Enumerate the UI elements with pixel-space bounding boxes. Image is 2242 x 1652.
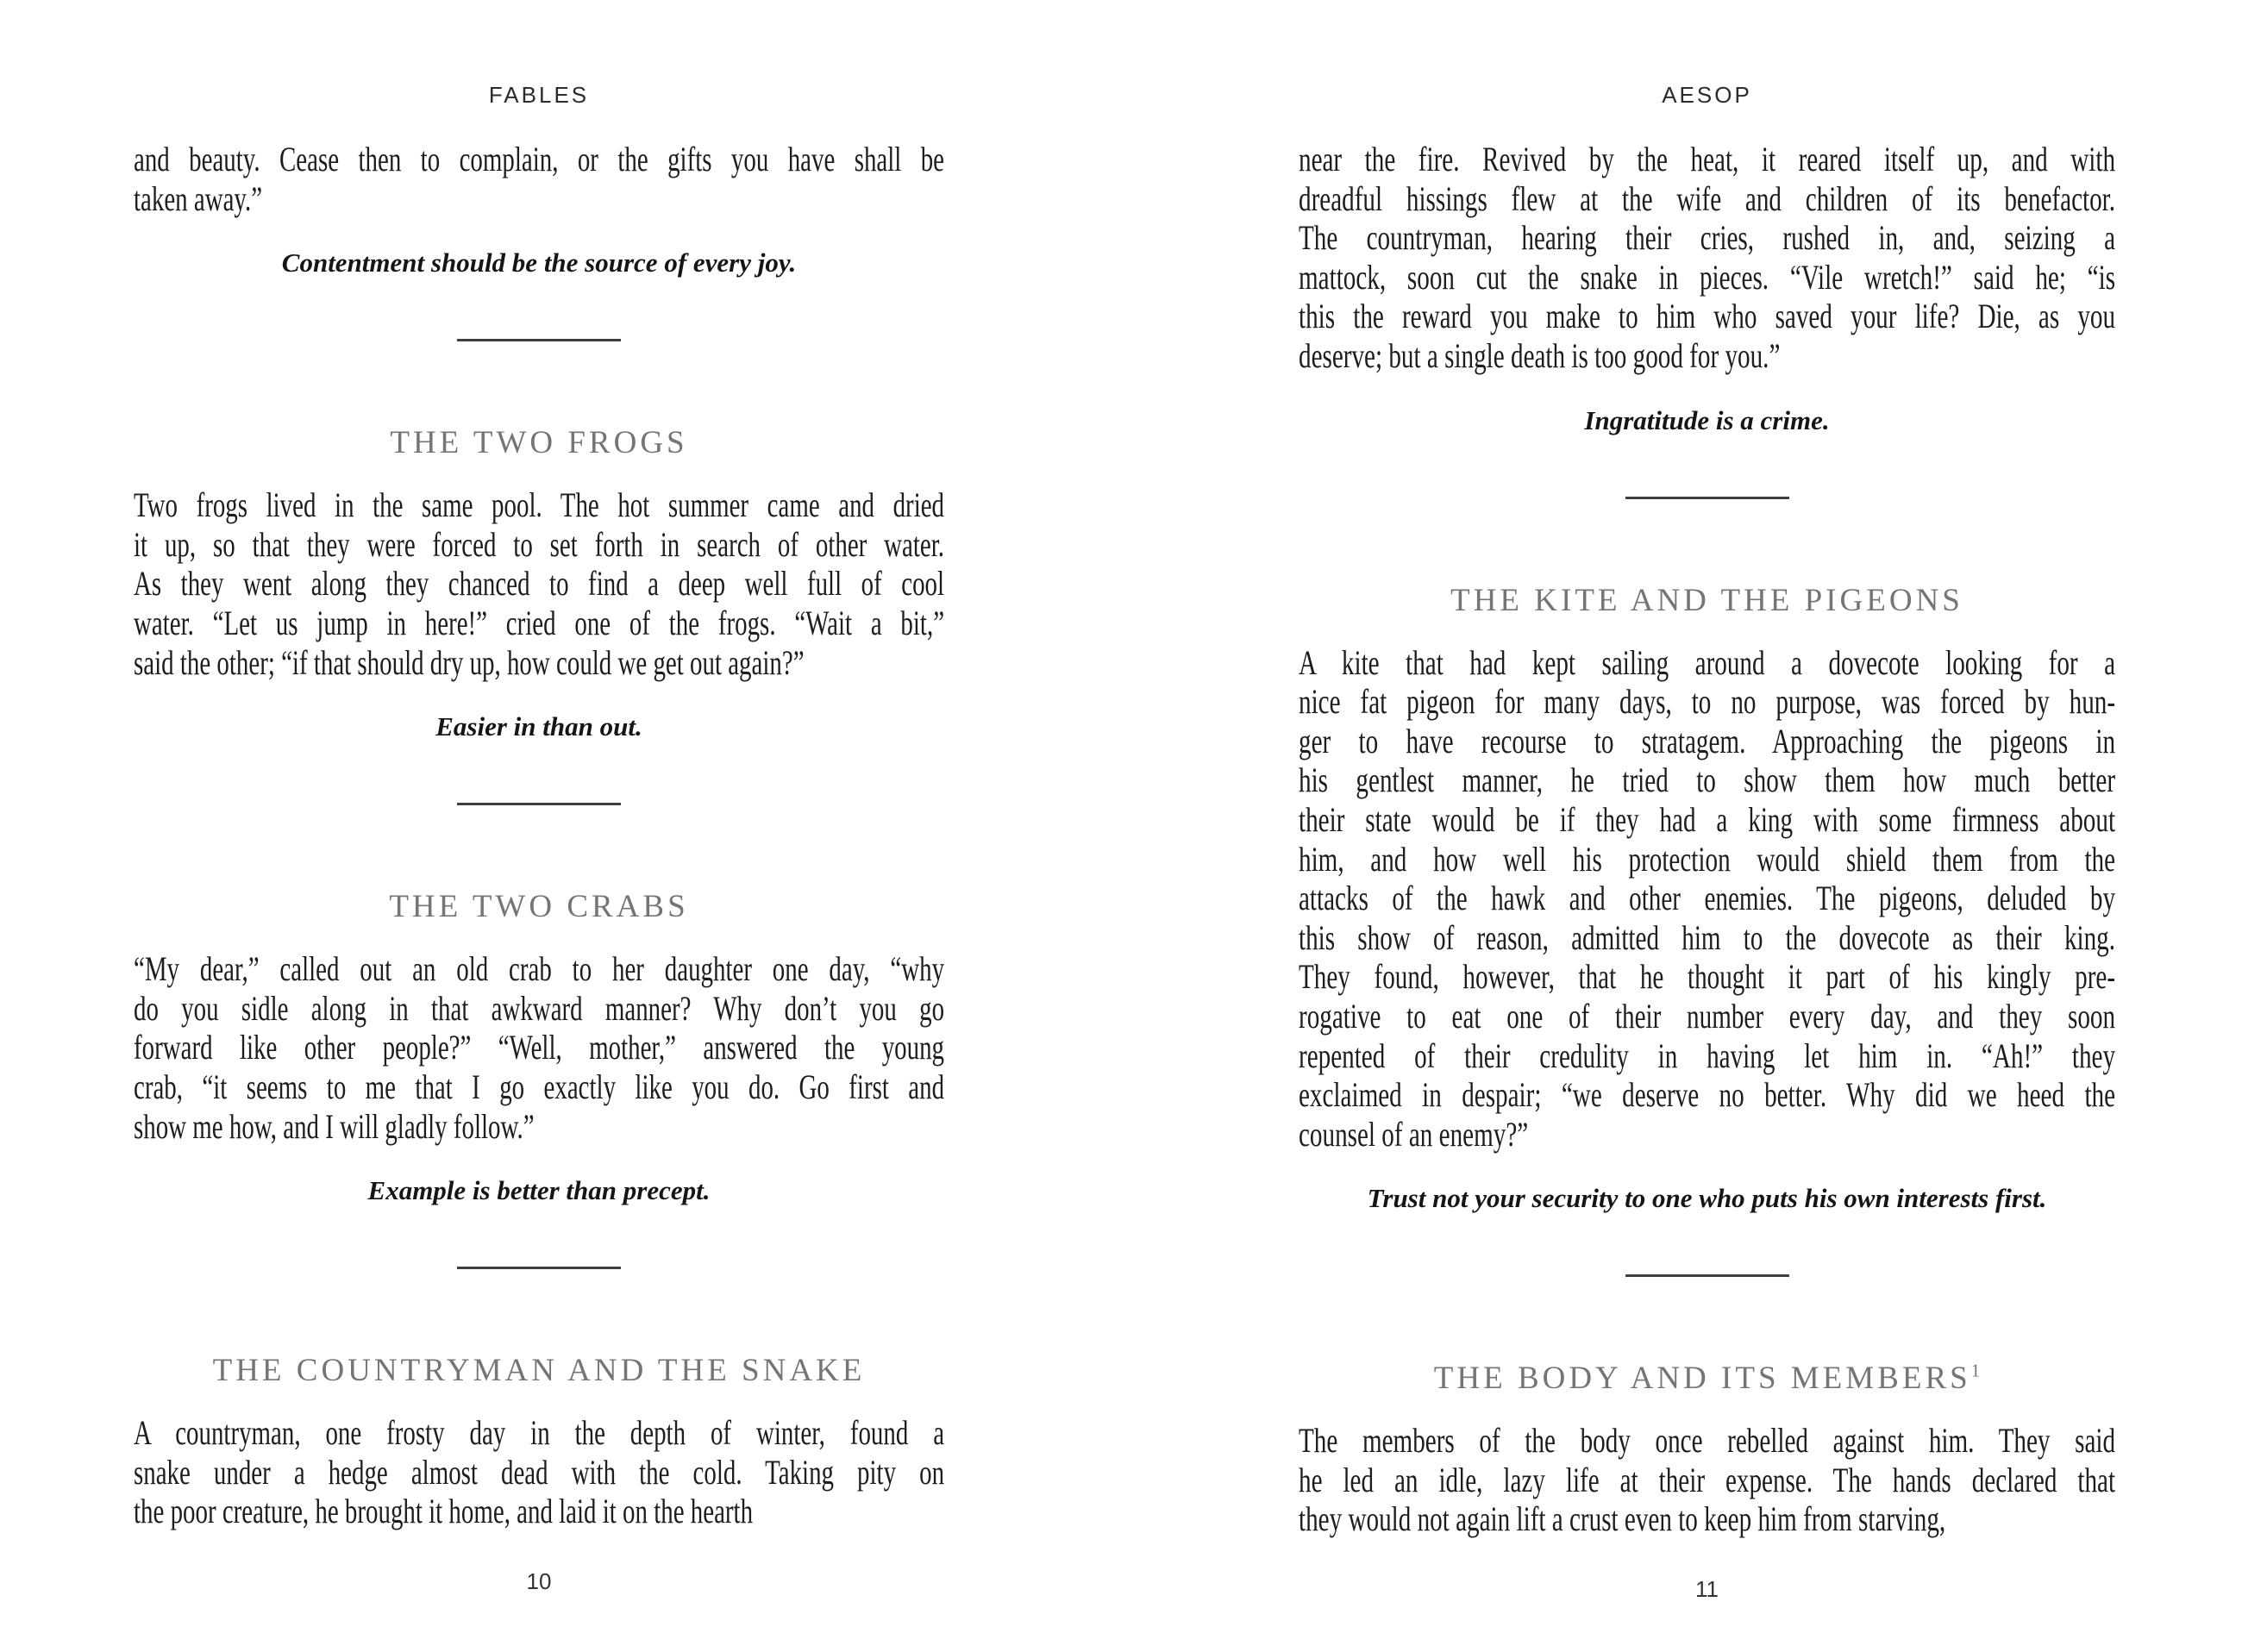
text-line: it up, so that they were forced to set forth in search of other water.	[134, 524, 945, 564]
text-line: A countryman, one frosty day in the depth of winter, found a	[134, 1413, 945, 1453]
fable-title: THE TWO FROGS	[390, 425, 688, 461]
text-line: nice fat pigeon for many days, to no purpose, was forced by hun-	[1299, 682, 2116, 722]
page-number: 11	[1695, 1576, 1719, 1603]
text-line: repented of their credulity in having let him in. “Ah!” they	[1299, 1036, 2116, 1075]
fable-title	[1299, 1356, 2115, 1401]
fable-paragraph	[1299, 643, 2115, 1155]
text-line: They found, however, that he thought it part of his kingly pre-	[1299, 957, 2116, 997]
text-line: “My dear,” called out an old crab to her daughter one day, “why	[134, 949, 945, 989]
text-line: he led an idle, lazy life at their expense. The hands declared that	[1299, 1460, 2116, 1499]
text-line: attacks of the hawk and other enemies. The pigeons, deluded by	[1299, 879, 2116, 918]
text-line: his gentlest manner, he tried to show them how much better	[1299, 760, 2116, 800]
text-line: show me how, and I will gladly follow.”	[134, 1106, 535, 1146]
text-line: this the reward you make to him who saved your life? Die, as you	[1299, 297, 2116, 336]
text-line: near the fire. Revived by the heat, it reared itself up, and with	[1299, 140, 2116, 178]
text-line: taken away.”	[134, 178, 263, 218]
section-divider	[457, 803, 621, 805]
fable-paragraph	[1299, 1421, 2115, 1539]
fable-moral: Easier in than out.	[435, 711, 642, 742]
text-line: rogative to eat one of their number every day, and they soon	[1299, 996, 2116, 1036]
fable-title: THE KITE AND THE PIGEONS	[1450, 582, 1963, 618]
text-line: Two frogs lived in the same pool. The hot summer came and dried	[134, 485, 945, 525]
section-divider	[457, 339, 621, 341]
fable-moral: Contentment should be the source of every joy.	[281, 247, 797, 278]
fable-moral: Example is better than precept.	[367, 1175, 711, 1206]
left-page	[134, 0, 944, 1652]
section-divider	[1625, 1274, 1789, 1277]
text-line: The members of the body once rebelled against him. They said	[1299, 1421, 2116, 1461]
fable-paragraph	[134, 485, 944, 682]
text-line: do you sidle along in that awkward manner? Why don’t you go	[134, 988, 945, 1028]
fable-moral: Ingratitude is a crime.	[1584, 404, 1830, 435]
text-line: deserve; but a single death is too good for you.”	[1299, 335, 1781, 375]
fable-title-text: THE BODY AND ITS MEMBERS	[1433, 1361, 1971, 1397]
footnote-reference: 1	[1970, 1360, 1981, 1381]
running-head: AESOP	[1662, 82, 1752, 108]
text-line: dreadful hissings flew at the wife and children of its benefactor.	[1299, 178, 2116, 218]
text-line: counsel of an enemy?”	[1299, 1114, 1529, 1154]
running-head: FABLES	[488, 82, 590, 108]
text-line: him, and how well his protection would shield them from the	[1299, 839, 2116, 879]
fable-paragraph	[134, 949, 944, 1146]
text-line: exclaimed in despair; “we deserve no better. Why did we heed the	[1299, 1075, 2116, 1115]
text-line: As they went along they chanced to find a deep well full of cool	[134, 564, 945, 604]
text-line: snake under a hedge almost dead with the cold. Taking pity on	[134, 1452, 945, 1492]
fable-title: THE COUNTRYMAN AND THE SNAKE	[212, 1353, 866, 1389]
text-line: the poor creature, he brought it home, and laid it on the hearth	[134, 1492, 754, 1531]
page-number: 10	[526, 1568, 552, 1594]
right-page	[1299, 0, 2115, 1652]
paragraph-continuation	[1299, 140, 2115, 376]
text-line: water. “Let us jump in here!” cried one of the frogs. “Wait a bit,”	[134, 603, 945, 642]
text-line: their state would be if they had a king with some firmness about	[1299, 799, 2116, 839]
text-line: The countryman, hearing their cries, rushed in, and, seizing a	[1299, 218, 2116, 258]
fable-title: THE TWO CRABS	[389, 889, 689, 925]
fable-paragraph	[134, 1413, 944, 1531]
text-line: forward like other people?” “Well, mother,” answered the young	[134, 1028, 945, 1067]
text-line: mattock, soon cut the snake in pieces. “Vile wretch!” said he; “is	[1299, 257, 2116, 297]
text-line: A kite that had kept sailing around a dovecote looking for a	[1299, 642, 2116, 682]
section-divider	[1625, 497, 1789, 499]
text-line: this show of reason, admitted him to the dovecote as their king.	[1299, 917, 2116, 957]
text-line: said the other; “if that should dry up, how could we get out again?”	[134, 642, 805, 682]
text-line: ger to have recourse to stratagem. Approaching the pigeons in	[1299, 721, 2116, 760]
fable-moral: Trust not your security to one who puts his own interests first.	[1367, 1183, 2047, 1214]
text-line: and beauty. Cease then to complain, or the gifts you have shall be	[134, 140, 945, 178]
section-divider	[457, 1267, 621, 1269]
text-line: they would not again lift a crust even to keep him from starving,	[1299, 1499, 1946, 1539]
paragraph-continuation	[134, 140, 944, 218]
text-line: crab, “it seems to me that I go exactly like you do. Go first and	[134, 1067, 945, 1106]
